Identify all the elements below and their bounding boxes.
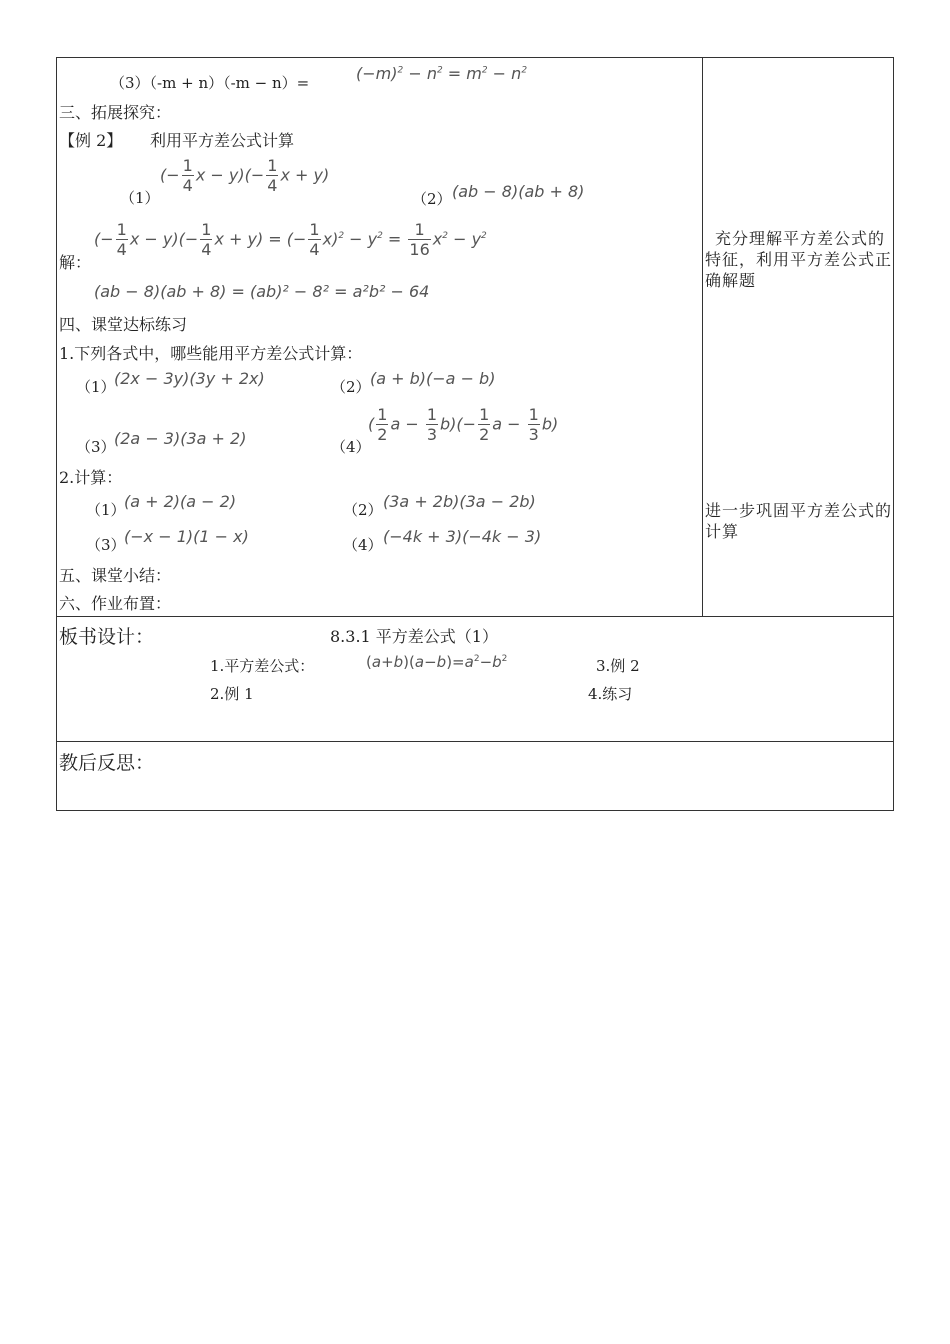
exercise1-question: 1.下列各式中，哪些能用平方差公式计算： [59, 344, 363, 363]
reflection-label: 教后反思： [59, 752, 155, 774]
problem1-expr: (− $\frac{1}{4}$ x − y)(− $\frac{1}{4}$ x + y) [160, 156, 330, 195]
ex1-item1-label: （1） [76, 378, 116, 396]
ex1-item4-expr: ( $\frac{1}{2}$ a − $\frac{1}{3}$ b)(− $\frac{1}{2}$ a − $\frac{1}{3}$ b) [368, 405, 559, 444]
ex1-item4-label: （4） [331, 438, 371, 456]
ex2-item1-expr: (a + 2)(a − 2) [124, 492, 237, 511]
ex2-item2-expr: (3a + 2b)(3a − 2b) [383, 492, 536, 511]
solution-label: 解： [59, 253, 92, 272]
ex2-item1-label: （1） [86, 501, 126, 519]
problem2-expr: (ab − 8)(ab + 8) [452, 182, 585, 201]
ex2-item3-label: （3） [86, 536, 126, 554]
ex2-item2-label: （2） [343, 501, 383, 519]
table-row-divider-reflection [56, 741, 894, 742]
table-row-divider-board [56, 616, 894, 617]
ex1-item3-label: （3） [76, 438, 116, 456]
ex1-item2-expr: (a + b)(−a − b) [370, 369, 496, 388]
table-border-right [893, 57, 894, 811]
board-item3: 3.例 2 [596, 657, 640, 675]
side-note-understanding: 充分理解平方差公式的特征，利用平方差公式正确解题 [705, 229, 893, 290]
table-border-left [56, 57, 57, 811]
solution2-expr: (ab − 8)(ab + 8) = (ab)² − 8² = a²b² − 64 [94, 282, 430, 301]
board-item4: 4.练习 [588, 685, 633, 703]
exercise2-question: 2.计算： [59, 468, 123, 487]
example2-tag: 【例 2】 [59, 131, 123, 150]
board-title: 8.3.1 平方差公式（1） [330, 627, 498, 646]
item3-label: （3）（-m + n）（-m − n）= [110, 74, 310, 92]
solution1-expr: (− $\frac{1}{4}$ x − y)(− $\frac{1}{4}$ x + y) = (− $\frac{1}{4}$ $x)^2 - y^2$ = $\frac{1}{16}$ $x^2 - y^2$ [94, 220, 487, 259]
ex2-item3-expr: (−x − 1)(1 − x) [124, 527, 249, 546]
side-note-consolidate: 进一步巩固平方差公式的计算 [705, 501, 893, 541]
table-border-bottom [56, 810, 894, 811]
section6-heading: 六、作业布置： [59, 594, 172, 613]
section5-heading: 五、课堂小结： [59, 566, 172, 585]
example2-text: 利用平方差公式计算 [150, 131, 295, 150]
problem2-label: （2） [412, 190, 452, 208]
problem1-label: （1） [120, 189, 160, 207]
section3-heading: 三、拓展探究： [59, 103, 172, 122]
ex2-item4-expr: (−4k + 3)(−4k − 3) [383, 527, 542, 546]
item3-result: $(-m)^2 - n^2 = m^2 - n^2$ [356, 64, 528, 83]
board-item1: 1.平方差公式： [210, 657, 315, 675]
ex1-item2-label: （2） [331, 378, 371, 396]
table-column-divider [702, 57, 703, 616]
table-border-top [56, 57, 894, 58]
board-item2: 2.例 1 [210, 685, 254, 703]
ex1-item1-expr: (2x − 3y)(3y + 2x) [114, 369, 265, 388]
board-formula: $(a+b)(a-b)=a^2-b^2$ [366, 653, 508, 671]
board-design-label: 板书设计： [59, 626, 155, 648]
section4-heading: 四、课堂达标练习 [59, 315, 188, 334]
ex2-item4-label: （4） [343, 536, 383, 554]
ex1-item3-expr: (2a − 3)(3a + 2) [114, 429, 247, 448]
